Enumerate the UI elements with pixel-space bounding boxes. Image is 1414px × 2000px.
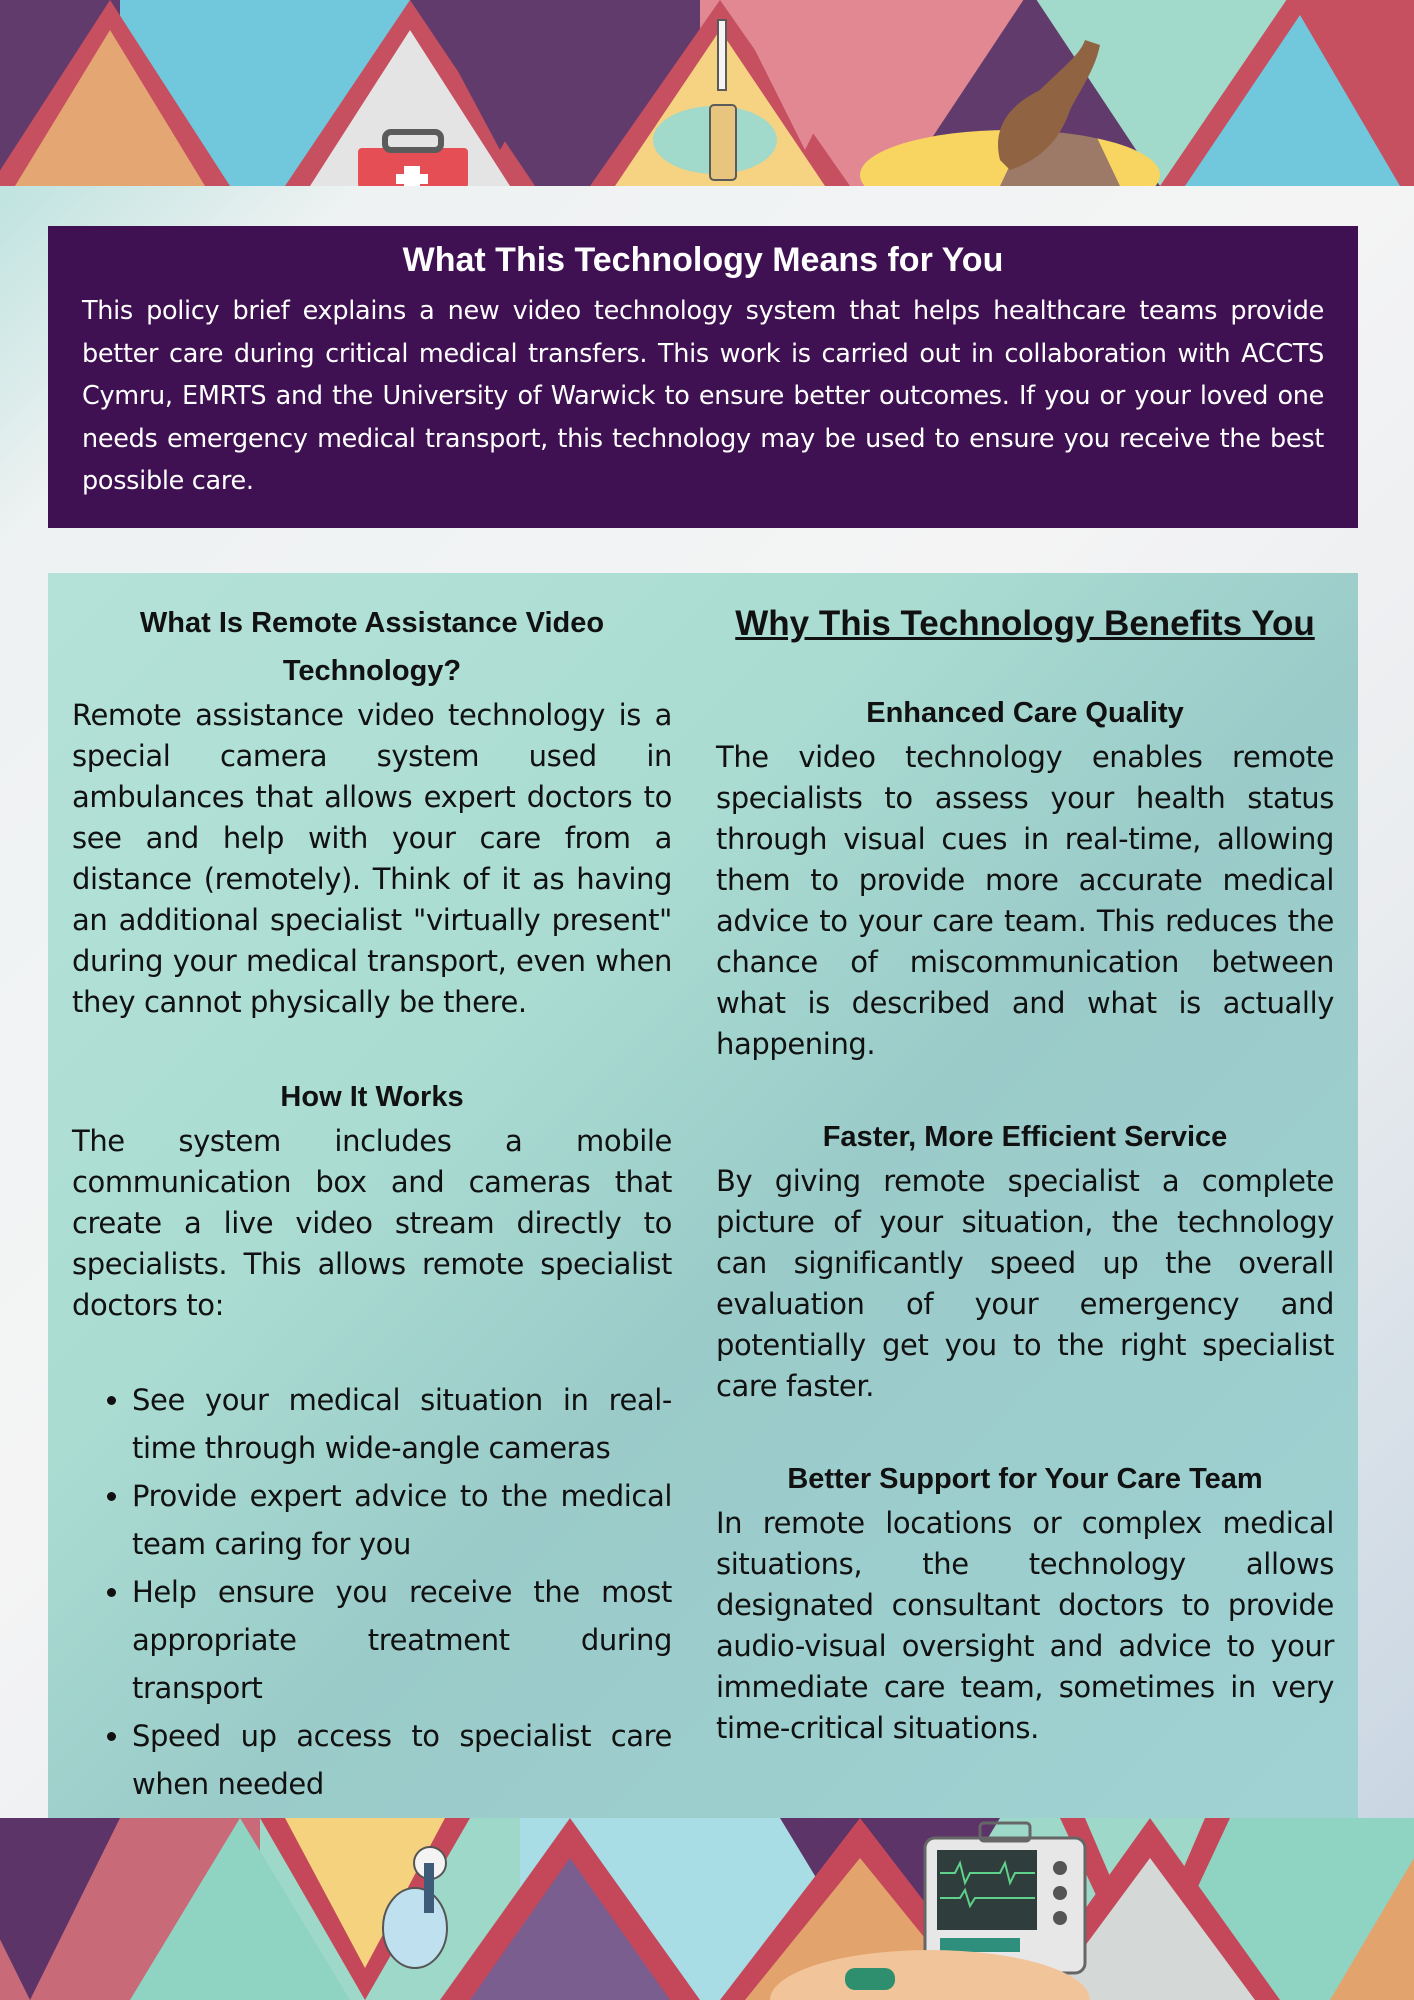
what-is-body: Remote assistance video technology is a special camera system used in ambulances that allows expert doctors to see and help with your care from a distance (remotely). Think of it as having an additional specialist "virtually present" during your medical transport, even when they cannot physically be there.	[72, 698, 672, 1019]
how-it-works-title: How It Works	[280, 1081, 464, 1113]
what-is-title: What Is Remote Assistance Video Technology?	[139, 607, 605, 687]
top-decorative-banner	[0, 0, 1414, 186]
content-panel	[48, 573, 1358, 1818]
section-title-efficient-service: Faster, More Efficient Service	[822, 1121, 1228, 1153]
list-item: • Speed up access to specialist care when needed	[132, 1712, 672, 1808]
benefits-title: Why This Technology Benefits You	[735, 604, 1315, 643]
right-column	[716, 573, 1334, 1749]
section-body-efficient-service: By giving remote specialist a complete picture of your situation, the technology can significantly speed up the overall evaluation of your emergency and potentially get you to the right specialist care faster.	[716, 1164, 1334, 1403]
how-it-works-list	[72, 1376, 672, 1808]
section-body-care-quality: The video technology enables remote specialists to assess your health status through visual cues in real-time, allowing them to provide more accurate medical advice to your care team. This reduces the chance of miscommunication between what is described and what is actually happening.	[716, 740, 1334, 1061]
bottom-decorative-banner	[0, 1818, 1414, 2000]
section-body-care-team-support: In remote locations or complex medical situations, the technology allows designated consultant doctors to provide audio-visual oversight and advice to your immediate care team, sometimes in very time-critical situations.	[716, 1506, 1334, 1745]
left-column	[72, 573, 672, 1808]
intro-body: This policy brief explains a new video technology system that helps healthcare teams provide better care during critical medical transfers. This work is carried out in collaboration with ACCTS Cymru, EMRTS and the University of Warwick to ensure better outcomes. If you or your loved one needs emergency medical transport, this technology may be used to ensure you receive the best possible care.	[82, 296, 1324, 496]
intro-box	[48, 226, 1358, 528]
section-title-care-quality: Enhanced Care Quality	[866, 697, 1184, 729]
list-item: • See your medical situation in real-time through wide-angle cameras	[132, 1376, 672, 1472]
section-title-care-team-support: Better Support for Your Care Team	[787, 1463, 1263, 1495]
how-it-works-body: The system includes a mobile communication box and cameras that create a live video stream directly to specialists. This allows remote specialist doctors to:	[72, 1124, 672, 1322]
intro-title: What This Technology Means for You	[402, 241, 1004, 279]
list-item: • Provide expert advice to the medical team caring for you	[132, 1472, 672, 1568]
list-item: • Help ensure you receive the most appropriate treatment during transport	[132, 1568, 672, 1712]
